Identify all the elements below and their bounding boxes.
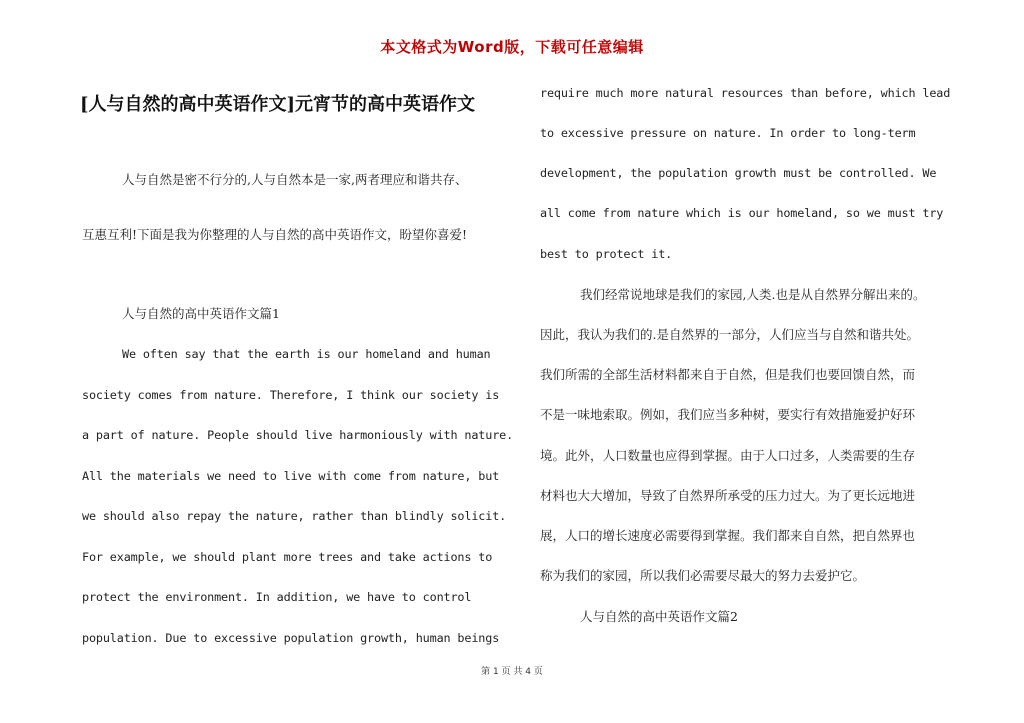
document-title: [人与自然的高中英语作文]元宵节的高中英语作文 bbox=[80, 94, 476, 115]
translation-line: 我们所需的全部生活材料都来自于自然，但是我们也要回馈自然，而 bbox=[540, 367, 916, 382]
document-banner: 本文格式为Word版，下载可任意编辑 bbox=[380, 38, 644, 56]
paragraph-line: we should also repay the nature, rather than blindly solicit. bbox=[82, 509, 507, 523]
paragraph-line: All the materials we need to live with come from nature, but bbox=[82, 469, 500, 483]
translation-line: 展，人口的增长速度必需要得到掌握。我们都来自自然，把自然界也 bbox=[540, 528, 916, 543]
paragraph-line: society comes from nature. Therefore, I think our society is bbox=[82, 388, 500, 402]
translation-line: 我们经常说地球是我们的家园,人类.也是从自然界分解出来的。 bbox=[580, 287, 926, 302]
paragraph-line: require much more natural resources than before, which lead bbox=[540, 86, 951, 100]
translation-line: 因此，我认为我们的.是自然界的一部分，人们应当与自然和谐共处。 bbox=[540, 327, 919, 342]
paragraph-line: a part of nature. People should live harmoniously with nature. bbox=[82, 428, 514, 442]
translation-line: 境。此外，人口数量也应得到掌握。由于人口过多，人类需要的生存 bbox=[540, 448, 916, 463]
paragraph-line: population. Due to excessive population growth, human beings bbox=[82, 631, 500, 645]
intro-line: 人与自然是密不行分的,人与自然本是一家,两者理应和谐共存、 bbox=[122, 172, 468, 187]
intro-line: 互惠互利!下面是我为你整理的人与自然的高中英语作文，盼望你喜爱! bbox=[82, 227, 468, 242]
section-heading-1: 人与自然的高中英语作文篇1 bbox=[122, 306, 280, 321]
paragraph-line: For example, we should plant more trees and take actions to bbox=[82, 550, 493, 564]
translation-line: 不是一味地索取。例如，我们应当多种树，要实行有效措施爱护好环 bbox=[540, 407, 916, 422]
paragraph-line: best to protect it. bbox=[540, 247, 673, 261]
paragraph-line: to excessive pressure on nature. In order to long-term bbox=[540, 126, 916, 140]
paragraph-line: development, the population growth must be controlled. We bbox=[540, 166, 937, 180]
page-number: 第 1 页 共 4 页 bbox=[481, 667, 543, 677]
paragraph-line: protect the environment. In addition, we have to control bbox=[82, 590, 472, 604]
section-heading-2: 人与自然的高中英语作文篇2 bbox=[580, 609, 738, 624]
paragraph-line: We often say that the earth is our homeland and human bbox=[122, 347, 491, 361]
paragraph-line: all come from nature which is our homeland, so we must try bbox=[540, 206, 944, 220]
translation-line: 材料也大大增加，导致了自然界所承受的压力过大。为了更长远地进 bbox=[540, 488, 916, 503]
translation-line: 称为我们的家园，所以我们必需要尽最大的努力去爱护它。 bbox=[540, 568, 866, 583]
